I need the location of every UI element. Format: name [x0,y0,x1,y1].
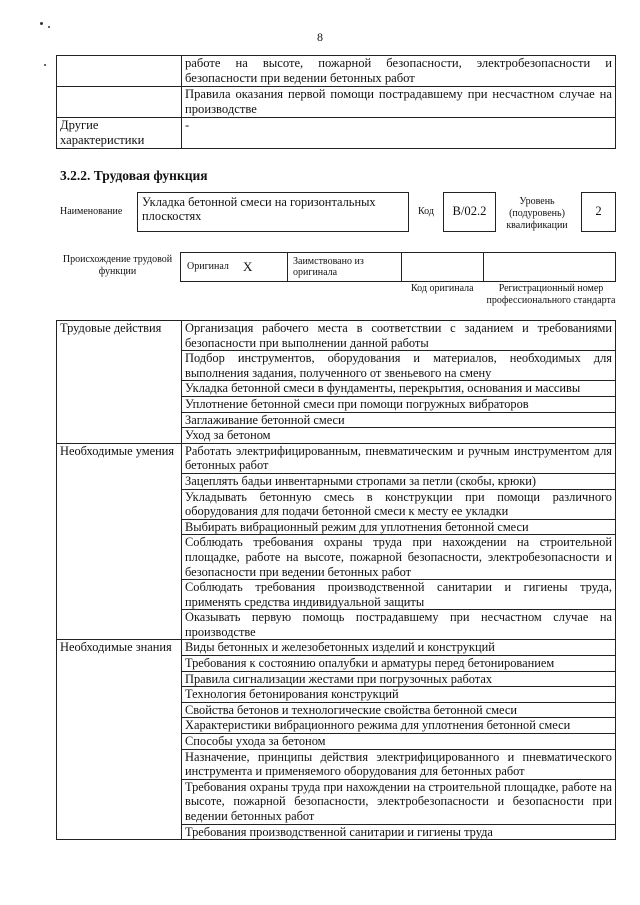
section-item: Назначение, принципы действия электрифицированного и пневматического инструмента и применяемого оборудования для бетонных работ [182,749,616,779]
row-value: работе на высоте, пожарной безопасности, электробезопасности и безопасности при ведении бетонных работ [182,56,616,87]
level-value: 2 [595,204,602,218]
section-label-continuation [57,412,182,428]
table-row [57,428,616,444]
name-label: Наименование [60,206,123,217]
section-item: Свойства бетонов и технологические свойства бетонной смеси [182,702,616,718]
section-label-continuation [57,580,182,610]
section-label-continuation [57,718,182,734]
section-label-continuation [57,610,182,640]
table-row [57,56,616,87]
row-value: Правила оказания первой помощи пострадавшему при несчастном случае на производстве [182,87,616,118]
section-item: Заглаживание бетонной смеси [182,412,616,428]
row-label [57,56,182,87]
section-label-continuation [57,489,182,519]
section-item: Характеристики вибрационного режима для уплотнения бетонной смеси [182,718,616,734]
table-row [57,118,616,149]
table-row [57,489,616,519]
section-label: Необходимые умения [57,443,182,473]
section-item: Работать электрифицированным, пневматическим и ручным инструментом для бетонных работ [182,443,616,473]
table-row [57,687,616,703]
row-label-other: Другие характеристики [57,118,182,149]
section-item: Подбор инструментов, оборудования и материалов, необходимых для выполнения задания, полученного от звеньевого на смену [182,351,616,381]
origin-row-box [180,252,616,282]
table-row [57,656,616,672]
table-row [57,824,616,840]
section-item: Требования производственной санитарии и гигиены труда [182,824,616,840]
section-item: Организация рабочего места в соответствии с заданием и требованиями безопасности при выполнении данной работы [182,321,616,351]
table-row [57,443,616,473]
section-item: Укладывать бетонную смесь в конструкции при помощи различного оборудования для подачи бетонной смеси к месту ее укладки [182,489,616,519]
scan-speck [40,22,43,25]
section-item: Требования к состоянию опалубки и арматуры перед бетонированием [182,656,616,672]
section-item: Соблюдать требования производственной санитарии и гигиены труда, применять средства индивидуальной защиты [182,580,616,610]
section-item: Правила сигнализации жестами при погрузочных работах [182,671,616,687]
scan-speck [44,64,46,66]
code-value-box [443,192,496,232]
section-item: Уплотнение бетонной смеси при помощи погружных вибраторов [182,396,616,412]
name-value-box [137,192,409,232]
section-item: Зацеплять бадьи инвентарными стропами за петли (скобы, крюки) [182,473,616,489]
section-item: Требования охраны труда при нахождении на строительной площадке, работе на высоте, пожарной безопасности, электробезопасности и безопасности при ведении бетонных работ [182,779,616,824]
level-value-box [581,192,616,232]
table-row [57,640,616,656]
table-row [57,321,616,351]
section-label-continuation [57,687,182,703]
table-row [57,718,616,734]
row-value: - [182,118,616,149]
table-row [57,671,616,687]
code-original-label: Код оригинала [411,283,474,294]
row-label [57,87,182,118]
section-label-continuation [57,749,182,779]
divider [483,253,484,281]
table-row [57,610,616,640]
section-label-continuation [57,824,182,840]
name-value: Укладка бетонной смеси на горизонтальных плоскостях [142,195,376,223]
borrowed-label: Заимствовано из оригинала [293,256,364,278]
scan-speck [48,26,50,28]
reg-number-label: Регистрационный номер профессионального стандарта [486,283,616,306]
section-item: Укладка бетонной смеси в фундаменты, перекрытия, основания и массивы [182,381,616,397]
section-item: Оказывать первую помощь пострадавшему при несчастном случае на производстве [182,610,616,640]
origin-label: Происхождение трудовой функции [62,254,173,277]
section-label-continuation [57,656,182,672]
section-label-continuation [57,428,182,444]
table-row [57,351,616,381]
section-item: Выбирать вибрационный режим для уплотнения бетонной смеси [182,519,616,535]
code-value: B/02.2 [452,204,487,218]
top-continuation-table [56,55,616,149]
code-label: Код [418,206,434,217]
table-row [57,702,616,718]
section-item: Технология бетонирования конструкций [182,687,616,703]
section-label-continuation [57,779,182,824]
original-mark: Х [243,259,253,274]
table-row [57,381,616,397]
divider [401,253,402,281]
original-label: Оригинал [187,261,229,272]
section-label: Трудовые действия [57,321,182,351]
section-label-continuation [57,702,182,718]
divider [287,253,288,281]
table-row [57,473,616,489]
section-item: Соблюдать требования охраны труда при нахождении на строительной площадке, работе на высоте, пожарной безопасности, электробезопасности и безопасности при ведении бетонных работ [182,535,616,580]
section-label-continuation [57,535,182,580]
table-row [57,396,616,412]
section-item: Способы ухода за бетоном [182,734,616,750]
table-row [57,580,616,610]
section-label-continuation [57,381,182,397]
section-label-continuation [57,396,182,412]
table-row [57,87,616,118]
section-item: Виды бетонных и железобетонных изделий и конструкций [182,640,616,656]
section-label-continuation [57,671,182,687]
page-number: 8 [317,30,323,44]
table-row [57,519,616,535]
section-title: 3.2.2. Трудовая функция [60,168,208,183]
section-label: Необходимые знания [57,640,182,656]
table-row [57,412,616,428]
section-label-continuation [57,351,182,381]
level-label: Уровень (подуровень) квалификации [506,196,568,231]
section-label-continuation [57,519,182,535]
function-details-table [56,320,616,840]
section-label-continuation [57,734,182,750]
section-label-continuation [57,473,182,489]
table-row [57,535,616,580]
table-row [57,749,616,779]
table-row [57,779,616,824]
section-item: Уход за бетоном [182,428,616,444]
table-row [57,734,616,750]
